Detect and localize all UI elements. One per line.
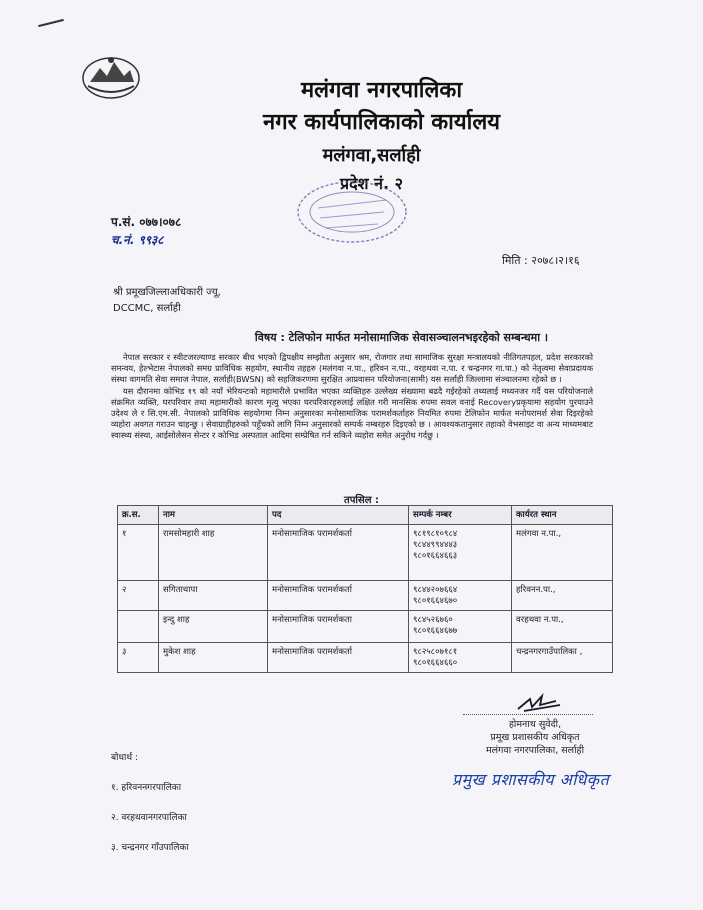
- table-title: तपसिल :: [344, 495, 379, 506]
- table-row: [118, 525, 613, 581]
- chalani-number: च.नं. ९९३८: [111, 233, 164, 247]
- cell-name: मुकेश शाह: [159, 643, 268, 673]
- cell-sn: १: [118, 525, 159, 581]
- recipient-block: [113, 285, 221, 317]
- header-place: कार्यरत स्थान: [512, 506, 613, 525]
- phone-number: ९८०१६६४६६३: [413, 551, 458, 561]
- signatory-office: मलंगवा नगरपालिका, सर्लाही: [485, 745, 585, 756]
- subject-line: [0, 330, 703, 345]
- phone-number: ९८४४९९४४४३: [413, 540, 458, 550]
- phone-number: ९८०१६६४६६०: [413, 658, 458, 668]
- cell-place: हरिवनन.पा.,: [512, 581, 613, 611]
- table-row: [118, 643, 613, 673]
- cc-item: ३. चन्द्रनगर गाँउपालिका: [111, 843, 189, 853]
- table-header-row: [118, 506, 613, 525]
- table-row: [118, 581, 613, 611]
- cell-contact: [409, 525, 512, 581]
- cell-post: मनोसामाजिक परामर्शकर्ता: [268, 525, 409, 581]
- cell-post: मनोसामाजिक परामर्शकर्ता: [268, 643, 409, 673]
- cell-place: चन्द्रनगरगाउँपालिका ,: [512, 643, 613, 673]
- cell-post: मनोसामाजिक परामर्शकता: [268, 611, 409, 643]
- body-paragraph-2: यस दौरानमा कोभिड १९ को नयाँ भेरियन्टको महामारीले प्रभावित भएका व्यक्तिहरु उल्लेख्य संख्यामा बढदै गईरहेको तथ्यलाई मध्यनजर गर्दै यस परियोजनाले संक्रमित व्यक्ति, घरपरिवार तथा महामारीको कारण मृत्यु भएका घरपरिवारहरुलाई लक्षित गरी मानसिक रुपमा सवल वनाई Recoveryप्रकृयामा सहयोग पुरयाउने उदेश्य ले र सि.एम.सी. नेपालको प्राविधिक सहयोगमा निम्न अनुसारका मनोसामाजिक परामर्शकर्ताहरु नियमित रुपमा टेलिफोन मार्फत मनोपरामर्श सेवा दिइरहेको व्यहोरा अवगत गराउन चाहन्छु । सेवाग्राहीहरुको पहुँचको लागि निम्न अनुसारको सम्पर्क नम्बरहरु दिइएको छ । आवश्यकतानुसार तहाको वेभसाइट वा अन्य माध्यमबाट स्वास्थ्य संस्था, आईसोलेसन सेन्टर र कोभिड अस्पताल आदिमा सम्प्रेषित गर्न सकिने व्यहोरा समेत अनुरोध गर्दछु ।: [111, 385, 593, 441]
- signature-scribble-icon: [516, 693, 564, 713]
- recipient-title: श्री प्रमूखजिल्लाअधिकारी ज्यू,: [113, 287, 221, 298]
- cc-label: बोधार्थ :: [111, 753, 138, 763]
- header-contact: सम्पर्क नम्बर: [409, 506, 512, 525]
- letter-body: [111, 352, 593, 442]
- cell-place: मलंगवा न.पा.,: [512, 525, 613, 581]
- contact-table: [117, 505, 613, 673]
- phone-number: ९८२५८०७१८१: [413, 647, 458, 657]
- patra-sankhya: प.सं. ०७७।०७८: [111, 215, 182, 229]
- cell-name: रामसोमहारी शाह: [159, 525, 268, 581]
- cell-contact: [409, 581, 512, 611]
- cell-contact: [409, 611, 512, 643]
- cc-item: १. हरिवननगरपालिका: [111, 783, 182, 793]
- header-name: नाम: [159, 506, 268, 525]
- office-location: मलंगवा,सर्लाही: [322, 145, 421, 166]
- phone-number: ९८०१६६४६७७: [413, 626, 458, 636]
- signature-line: [463, 714, 593, 715]
- cell-sn: २: [118, 581, 159, 611]
- body-paragraph-1: नेपाल सरकार र स्वीटजरल्याण्ड सरकार बीच भएको द्विपक्षीय सम्झौता अनुसार श्रम, रोजगार तथा सामाजिक सुरक्षा मन्त्रालयको नीतिगतपहल, प्रदेश सरकारको समन्वय, हेल्भेटास नेपालको समग्र प्राविधिक सहयोग, स्थानीय तहहरु (मलंगवा न.पा., हरिवन न.पा., वरहथवा न.पा. र चन्द्रनगर गा.पा.) को नेतृत्वमा सेवाप्रदायक संस्था वागमति सेवा समाज नेपाल, सर्लाही(BWSN) को सहजिकरणमा सुरक्षित आप्रवासन परियोजना(सामी) यस सर्लाही जिल्लामा संञ्चालनमा रहेको छ ।: [111, 352, 593, 385]
- table-row: [118, 611, 613, 643]
- cell-sn: [118, 611, 159, 643]
- officer-seal: प्रमुख प्रशासकीय अधिकृत: [452, 770, 610, 789]
- signatory-title: प्रमूख प्रशासकीय अधिकृत: [490, 732, 580, 743]
- phone-number: ९८४४२०७६६४: [413, 585, 458, 595]
- header-sn: क्र.स.: [118, 506, 159, 525]
- office-name: नगर कार्यपालिकाको कार्यालय: [263, 110, 500, 135]
- header-post: पद: [268, 506, 409, 525]
- signatory-name: होमनाथ सुवेदी,: [508, 719, 562, 730]
- cell-post: मनोसामाजिक परामर्शकर्ता: [268, 581, 409, 611]
- cell-place: वरहथवा न.पा.,: [512, 611, 613, 643]
- cell-name: सगिताथापा: [159, 581, 268, 611]
- reference-numbers: [111, 213, 181, 249]
- cell-contact: [409, 643, 512, 673]
- cell-name: इन्दु शाह: [159, 611, 268, 643]
- corner-pen-mark: [38, 19, 64, 27]
- recipient-office: DCCMC, सर्लाही: [113, 303, 181, 314]
- phone-number: ९८०१६६४६७०: [413, 596, 458, 606]
- province-number: प्रदेश नं. २: [340, 174, 403, 193]
- municipality-name: मलंगवा नगरपालिका: [300, 78, 463, 103]
- cc-item: २. वरहथवानगरपालिका: [111, 813, 187, 823]
- subject-text: विषय : टेलिफोन मार्फत मनोसामाजिक सेवासञ्चालनभइरहेको सम्बन्धमा ।: [254, 331, 549, 344]
- phone-number: ९८४५२६७६०: [413, 615, 453, 625]
- letter-date: मिति : २०७८।२।१६: [502, 254, 580, 267]
- cell-sn: ३: [118, 643, 159, 673]
- office-stamp-icon: [292, 178, 412, 246]
- signature-block: [470, 718, 600, 757]
- cc-block: [111, 743, 189, 863]
- phone-number: ९८१९८१०९८४: [413, 529, 458, 539]
